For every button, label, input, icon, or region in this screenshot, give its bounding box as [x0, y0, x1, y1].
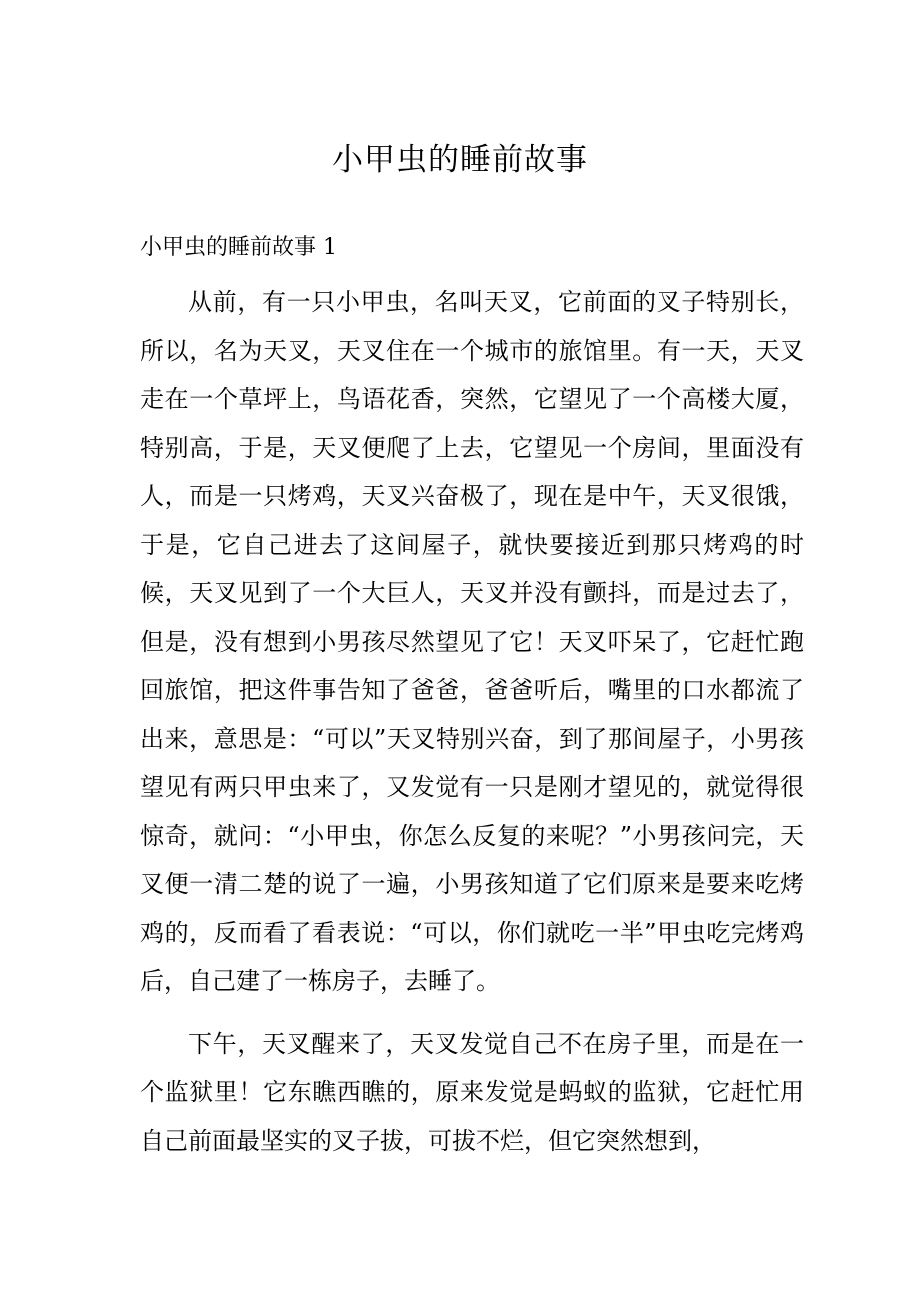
document-title: 小甲虫的睡前故事 — [332, 142, 588, 178]
section-heading: 小甲虫的睡前故事 1 — [140, 235, 337, 260]
paragraph: 从前，有一只小甲虫，名叫天叉，它前面的叉子特别长，所以，名为天叉，天叉住在一个城市的旅馆里。有一天，天叉走在一个草坪上，鸟语花香，突然，它望见了一个高楼大厦，特别高，于是，天叉便爬了上去，它望见一个房间，里面没有人，而是一只烤鸡，天叉兴奋极了，现在是中午，天叉很饿，于是，它自己进去了这间屋子，就快要接近到那只烤鸡的时候，天叉见到了一个大巨人，天叉并没有颤抖，而是过去了，但是，没有想到小男孩尽然望见了它！天叉吓呆了，它赶忙跑回旅馆，把这件事告知了爸爸，爸爸听后，嘴里的口水都流了出来，意思是：“可以”天叉特别兴奋，到了那间屋子，小男孩望见有两只甲虫来了，又发觉有一只是刚才望见的，就觉得很惊奇，就问：“小甲虫，你怎么反复的来呢？”小男孩问完，天叉便一清二楚的说了一遍，小男孩知道了它们原来是要来吃烤鸡的，反而看了看表说：“可以，你们就吃一半”甲虫吃完烤鸡后，自己建了一栋房子，去睡了。 — [140, 288, 804, 995]
paragraph: 下午，天叉醒来了，天叉发觉自己不在房子里，而是在一个监狱里！它东瞧西瞧的，原来发觉是蚂蚁的监狱，它赶忙用自己前面最坚实的叉子拔，可拔不烂，但它突然想到， — [140, 1029, 804, 1155]
